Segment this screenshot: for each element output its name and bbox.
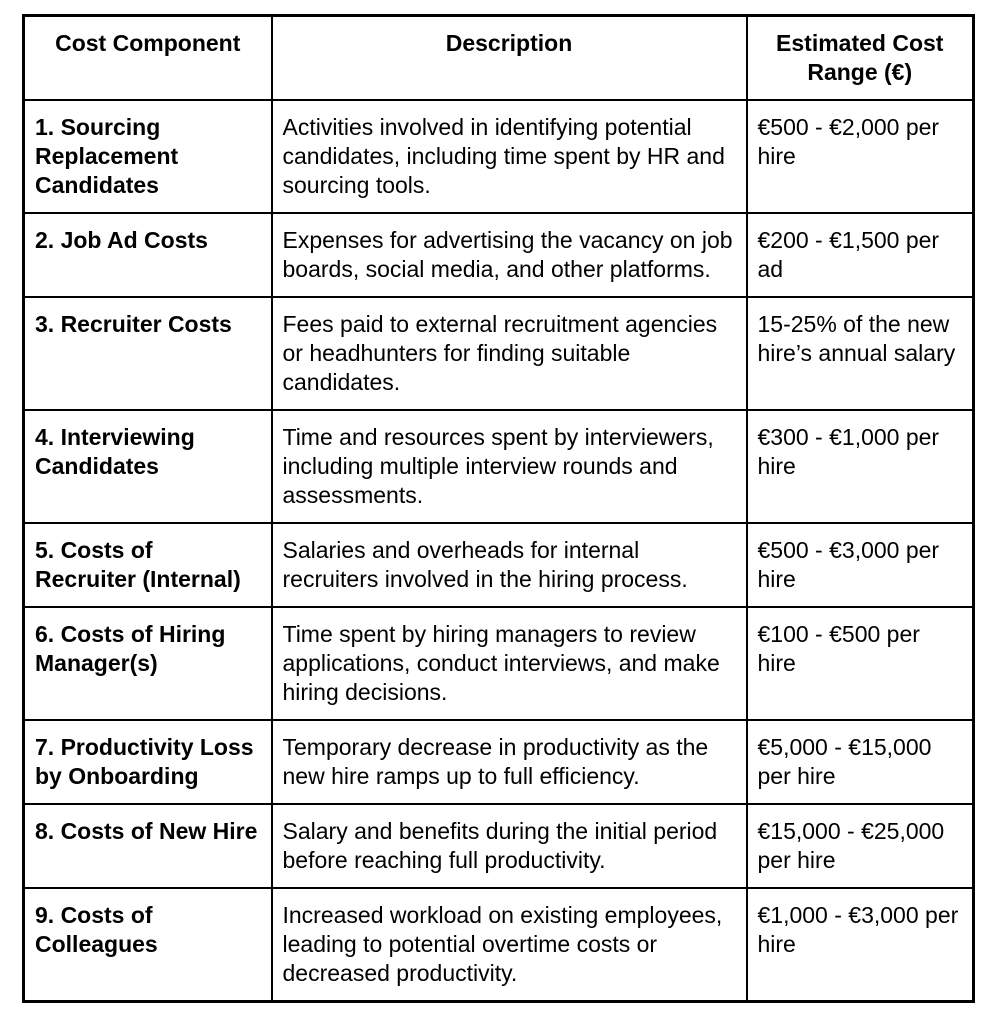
header-row <box>24 16 974 101</box>
table-row <box>24 100 974 213</box>
cost-range-cell: €300 - €1,000 per hire <box>747 410 974 523</box>
description-cell: Activities involved in identifying potential candidates, including time spent by HR and sourcing tools. <box>272 100 747 213</box>
cost-range-cell: €200 - €1,500 per ad <box>747 213 974 297</box>
cost-component-cell: 9. Costs of Colleagues <box>24 888 272 1002</box>
description-cell: Expenses for advertising the vacancy on job boards, social media, and other platforms. <box>272 213 747 297</box>
description-cell: Salary and benefits during the initial period before reaching full productivity. <box>272 804 747 888</box>
cost-component-cell: 4. Interviewing Candidates <box>24 410 272 523</box>
column-header-estimated-cost-range: Estimated Cost Range (€) <box>747 16 974 101</box>
table-row <box>24 804 974 888</box>
description-cell: Temporary decrease in productivity as the new hire ramps up to full efficiency. <box>272 720 747 804</box>
cost-table <box>22 14 975 1003</box>
column-header-cost-component: Cost Component <box>24 16 272 101</box>
table-row <box>24 720 974 804</box>
table-row <box>24 410 974 523</box>
cost-table-body <box>24 100 974 1002</box>
cost-component-cell: 7. Productivity Loss by Onboarding <box>24 720 272 804</box>
table-row <box>24 213 974 297</box>
cost-range-cell: €5,000 - €15,000 per hire <box>747 720 974 804</box>
description-cell: Increased workload on existing employees, leading to potential overtime costs or decreased productivity. <box>272 888 747 1002</box>
cost-range-cell: 15-25% of the new hire’s annual salary <box>747 297 974 410</box>
table-row <box>24 523 974 607</box>
cost-component-cell: 5. Costs of Recruiter (Internal) <box>24 523 272 607</box>
cost-range-cell: €500 - €2,000 per hire <box>747 100 974 213</box>
table-row <box>24 297 974 410</box>
cost-component-cell: 8. Costs of New Hire <box>24 804 272 888</box>
description-cell: Salaries and overheads for internal recruiters involved in the hiring process. <box>272 523 747 607</box>
description-cell: Fees paid to external recruitment agencies or headhunters for finding suitable candidates. <box>272 297 747 410</box>
cost-range-cell: €15,000 - €25,000 per hire <box>747 804 974 888</box>
description-cell: Time and resources spent by interviewers, including multiple interview rounds and assessments. <box>272 410 747 523</box>
description-cell: Time spent by hiring managers to review applications, conduct interviews, and make hiring decisions. <box>272 607 747 720</box>
cost-component-cell: 3. Recruiter Costs <box>24 297 272 410</box>
cost-component-cell: 1. Sourcing Replacement Candidates <box>24 100 272 213</box>
cost-range-cell: €100 - €500 per hire <box>747 607 974 720</box>
table-row <box>24 888 974 1002</box>
cost-component-cell: 6. Costs of Hiring Manager(s) <box>24 607 272 720</box>
cost-component-cell: 2. Job Ad Costs <box>24 213 272 297</box>
cost-range-cell: €1,000 - €3,000 per hire <box>747 888 974 1002</box>
column-header-description: Description <box>272 16 747 101</box>
cost-range-cell: €500 - €3,000 per hire <box>747 523 974 607</box>
table-row <box>24 607 974 720</box>
